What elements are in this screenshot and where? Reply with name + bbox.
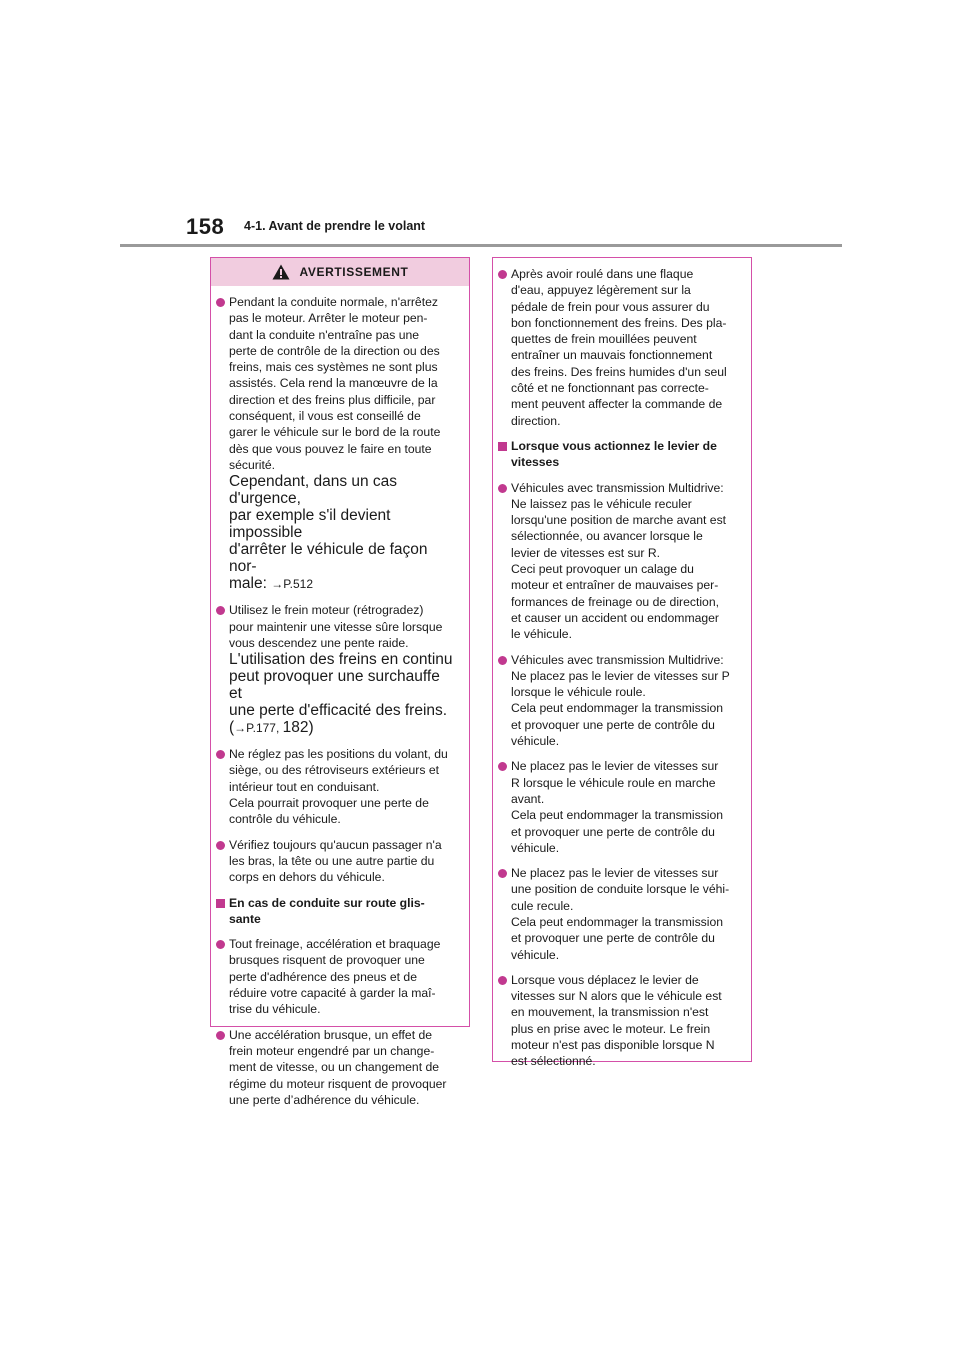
item-emphasis bbox=[229, 473, 457, 593]
subsection-heading bbox=[493, 438, 739, 471]
list-item bbox=[493, 865, 739, 963]
list-item bbox=[493, 266, 739, 429]
page-reference-link[interactable]: →P.177, bbox=[234, 721, 283, 736]
section-title: 4-1. Avant de prendre le volant bbox=[244, 219, 426, 233]
list-item bbox=[493, 652, 739, 750]
list-item bbox=[211, 1027, 457, 1108]
item-text: Véhicules avec transmission Multidrive: Ne placez pas le levier de vitesses sur P lorsque le véhicule roule. Cela peut endommager la transmission et provoquer une perte de contrôle du véhicule. bbox=[511, 652, 730, 749]
item-text: Ne placez pas le levier de vitesses sur une position de conduite lorsque le véhi- cule recule. Cela peut endommager la transmission et provoquer une perte de contrôle du véhicule. bbox=[511, 866, 730, 962]
item-text: Tout freinage, accélération et braquage brusques risquent de provoquer une perte d'adhérence des pneus et de réduire votre capacité à garder la maî- trise du véhicule. bbox=[229, 937, 441, 1017]
bullet-icon bbox=[498, 270, 507, 279]
item-text: Ne réglez pas les positions du volant, du siège, ou des rétroviseurs extérieurs et intérieur tout en conduisant. Cela pourrait provoquer une perte de contrôle du véhicule. bbox=[229, 747, 448, 827]
bullet-icon bbox=[498, 869, 507, 878]
list-item bbox=[493, 480, 739, 643]
bullet-icon bbox=[216, 940, 225, 949]
bullet-icon bbox=[216, 606, 225, 615]
square-bullet-icon bbox=[498, 442, 507, 451]
item-text: Une accélération brusque, un effet de frein moteur engendré par un change- ment de vitesse, ou un changement de régime du moteur risquent de provoquer une perte d’adhérence du véhicule. bbox=[229, 1027, 447, 1107]
bullet-icon bbox=[498, 656, 507, 665]
list-item bbox=[211, 602, 457, 737]
warning-label: AVERTISSEMENT bbox=[299, 265, 409, 279]
item-emphasis-text: L'utilisation des freins en continu peut provoquer une surchauffe et une perte d'efficacité des freins. ( bbox=[229, 651, 453, 737]
item-text: Véhicules avec transmission Multidrive: Ne laissez pas le véhicule reculer lorsqu'une position de marche avant est sélectionnée, ou avancer lorsque le levier de vitesses est sur R. Ceci peut provoquer un calage du moteur et entraîner de mauvaises per- formances de freinage ou de direction, et causer un accident ou endommager le véhicule. bbox=[511, 480, 727, 642]
bullet-icon bbox=[498, 762, 507, 771]
list-item bbox=[211, 936, 457, 1017]
warning-triangle-icon bbox=[272, 264, 290, 280]
heading-text: Lorsque vous actionnez le levier de vitesses bbox=[511, 438, 717, 470]
bullet-icon bbox=[498, 976, 507, 985]
bullet-icon bbox=[498, 484, 507, 493]
bullet-icon bbox=[216, 298, 225, 307]
warning-header bbox=[211, 258, 469, 286]
item-text: Vérifiez toujours qu'aucun passager n'a les bras, la tête ou une autre partie du corps en dehors du véhicule. bbox=[229, 837, 442, 885]
header-rule bbox=[120, 244, 842, 247]
item-text: Utilisez le frein moteur (rétrogradez) pour maintenir une vitesse sûre lorsque vous descendez une pente raide. bbox=[229, 603, 443, 650]
page-reference-tail[interactable]: 182) bbox=[282, 719, 314, 737]
bullet-icon bbox=[216, 750, 225, 759]
page-reference-link[interactable]: →P.512 bbox=[271, 577, 314, 592]
subsection-heading bbox=[211, 895, 457, 928]
list-item bbox=[211, 837, 457, 886]
page-number: 158 bbox=[186, 214, 225, 239]
list-item bbox=[211, 746, 457, 827]
bullet-icon bbox=[216, 841, 225, 850]
item-emphasis bbox=[229, 651, 457, 737]
heading-text: En cas de conduite sur route glis- sante bbox=[229, 895, 425, 926]
list-item bbox=[211, 294, 457, 593]
bullet-icon bbox=[216, 1031, 225, 1040]
square-bullet-icon bbox=[216, 899, 225, 908]
item-text: Après avoir roulé dans une flaque d'eau, appuyez légèrement sur la pédale de frein pour vous assurer du bon fonctionnement des freins. Des pla- quettes de frein mouillées peuvent entraîner un mauvais fonctionnement des freins. Des freins humides d'un seul côté et ne fonctionnant pas correcte- ment peuvent affecter la commande de direction. bbox=[511, 267, 727, 428]
warning-box-right bbox=[492, 257, 752, 1069]
item-text: Lorsque vous déplacez le levier de vitesses sur N alors que le véhicule est en mouvement, la transmission n'est plus en prise avec le moteur. Le frein moteur n'est pas disponible lorsque N est sélectionné. bbox=[511, 972, 722, 1069]
item-emphasis-text: Cependant, dans un cas d'urgence, par exemple s'il devient impossible d'arrêter le véhicule de façon nor- male: bbox=[229, 473, 428, 593]
list-item bbox=[493, 758, 739, 856]
list-item bbox=[493, 972, 739, 1070]
warning-box-left bbox=[210, 257, 470, 1107]
item-text: Ne placez pas le levier de vitesses sur R lorsque le véhicule roule en marche avant. Cela peut endommager la transmission et provoquer une perte de contrôle du véhicule. bbox=[511, 759, 724, 855]
item-text: Pendant la conduite normale, n'arrêtez pas le moteur. Arrêter le moteur pen- dant la conduite n'entraîne pas une perte de contrôle de la direction ou des freins, mais ces systèmes ne sont plus assistés. Cela rend la manœuvre de la direction et des freins plus difficile, par conséquent, il vous est conseillé de garer le véhicule sur le bord de la route dès que vous pouvez le faire en toute sécurité. bbox=[229, 295, 441, 472]
